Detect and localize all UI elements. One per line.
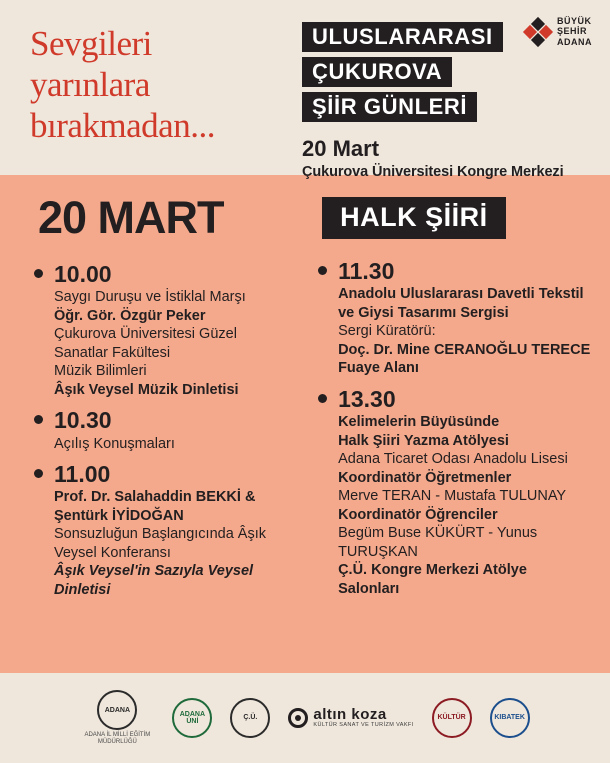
program-column-right [310,189,592,609]
adana-milli-egitim-logo [80,690,154,745]
entry-line: Halk Şiiri Yazma Atölyesi [338,432,509,449]
entry-line: Merve TERAN - Mustafa TULUNAY [338,488,567,505]
entry-line: Fuaye Alanı [338,360,419,377]
entry-line: Prof. Dr. Salahaddin BEKKİ & [54,489,256,506]
logo-line-2: ŞEHİR [557,26,588,37]
right-column-heading: HALK ŞİİRİ [322,197,506,239]
logo-wordmark: altın koza [313,706,387,724]
entry-line: Sergi Küratörü: [338,323,436,340]
entry-line: Saygı Duruşu ve İstiklal Marşı [54,289,246,306]
program-entry [32,462,300,599]
sponsor-logo-bar [0,673,610,763]
entry-line: Koordinatör Öğrenciler [338,506,498,523]
bullet-icon [34,469,43,478]
entry-time: 11.30 [338,258,395,284]
poster-header [0,0,610,181]
entry-time: 10.30 [54,407,112,434]
left-column-heading: 20 MART [38,192,224,243]
entry-line: Açılış Konuşmaları [54,435,175,452]
program-entry [316,387,592,599]
bullet-icon [34,269,43,278]
title-band-3: ŞİİR GÜNLERİ [302,92,477,122]
entry-line: Öğr. Gör. Özgür Peker [54,307,206,324]
entry-time: 13.30 [338,385,396,412]
logo-caption: KÜLTÜR SANAT VE TURİZM VAKFI [313,721,414,728]
slogan-line-2: yarınlara [30,64,150,104]
entry-line: Veysel Konferansı [54,544,171,561]
entry-line: Şentürk İYİDOĞAN [54,507,184,524]
buyuksehir-adana-logo [525,16,592,47]
entry-line: ve Giysi Tasarımı Sergisi [338,304,509,321]
entry-line: Kelimelerin Büyüsünde [338,414,500,431]
event-venue: Çukurova Üniversitesi Kongre Merkezi [302,164,564,181]
program-entry [316,259,592,378]
logo-text [557,16,592,47]
entry-line: Adana Ticaret Odası Anadolu Lisesi [338,451,568,468]
slogan-line-3: bırakmadan... [30,105,215,145]
bullet-icon [318,266,327,275]
seal-icon: KIBATEK [490,698,530,738]
seal-icon: KÜLTÜR [432,698,472,738]
kibatek-logo [490,698,530,738]
program-entry [32,262,300,399]
entry-line: Doç. Dr. Mine CERANOĞLU TERECE [338,341,591,358]
seal-icon: ADANA ÜNİ [172,698,212,738]
entry-line: Koordinatör Öğretmenler [338,469,512,486]
diamond-icon [525,19,551,45]
entry-line: Âşık Veysel Müzik Dinletisi [54,381,239,398]
entry-line: Begüm Buse KÜKÜRT - Yunus TURUŞKAN [338,525,538,560]
entry-line: Âşık Veysel'in Sazıyla Veysel Dinletisi [54,563,254,598]
entry-line: Çukurova Üniversitesi Güzel [54,326,237,343]
title-band-2: ÇUKUROVA [302,57,452,87]
altin-koza-logo [288,707,413,729]
logo-caption: ADANA İL MİLLİ EĞİTİM MÜDÜRLÜĞÜ [84,732,151,745]
kultur-logo [432,698,472,738]
bullet-icon [34,415,43,424]
entry-line: Anadolu Uluslararası Davetli Tekstil [338,286,584,303]
bullet-icon [318,394,327,403]
entry-time: 11.00 [54,461,111,488]
film-reel-icon [288,708,308,728]
seal-icon: Ç.Ü. [230,698,270,738]
program-body [0,175,610,609]
program-entry [32,408,300,453]
entry-time: 10.00 [54,261,112,287]
title-band-1: ULUSLARARASI [302,22,503,52]
logo-line-3: ADANA [557,36,592,47]
entry-line: Ç.Ü. Kongre Merkezi Atölye Salonları [338,562,527,597]
event-date: 20 Mart [302,136,380,162]
adana-universitesi-logo [172,698,212,738]
entry-line: Müzik Bilimleri [54,363,147,380]
seal-icon: ADANA [97,690,137,730]
slogan-line-1: Sevgileri [30,24,152,63]
slogan [30,24,215,175]
cukurova-universitesi-logo [230,698,270,738]
entry-line: Sonsuzluğun Başlangıcında Âşık [54,526,266,543]
logo-line-1: BÜYÜK [557,16,592,26]
entry-line: Sanatlar Fakültesi [54,344,171,361]
program-column-left [18,189,300,609]
